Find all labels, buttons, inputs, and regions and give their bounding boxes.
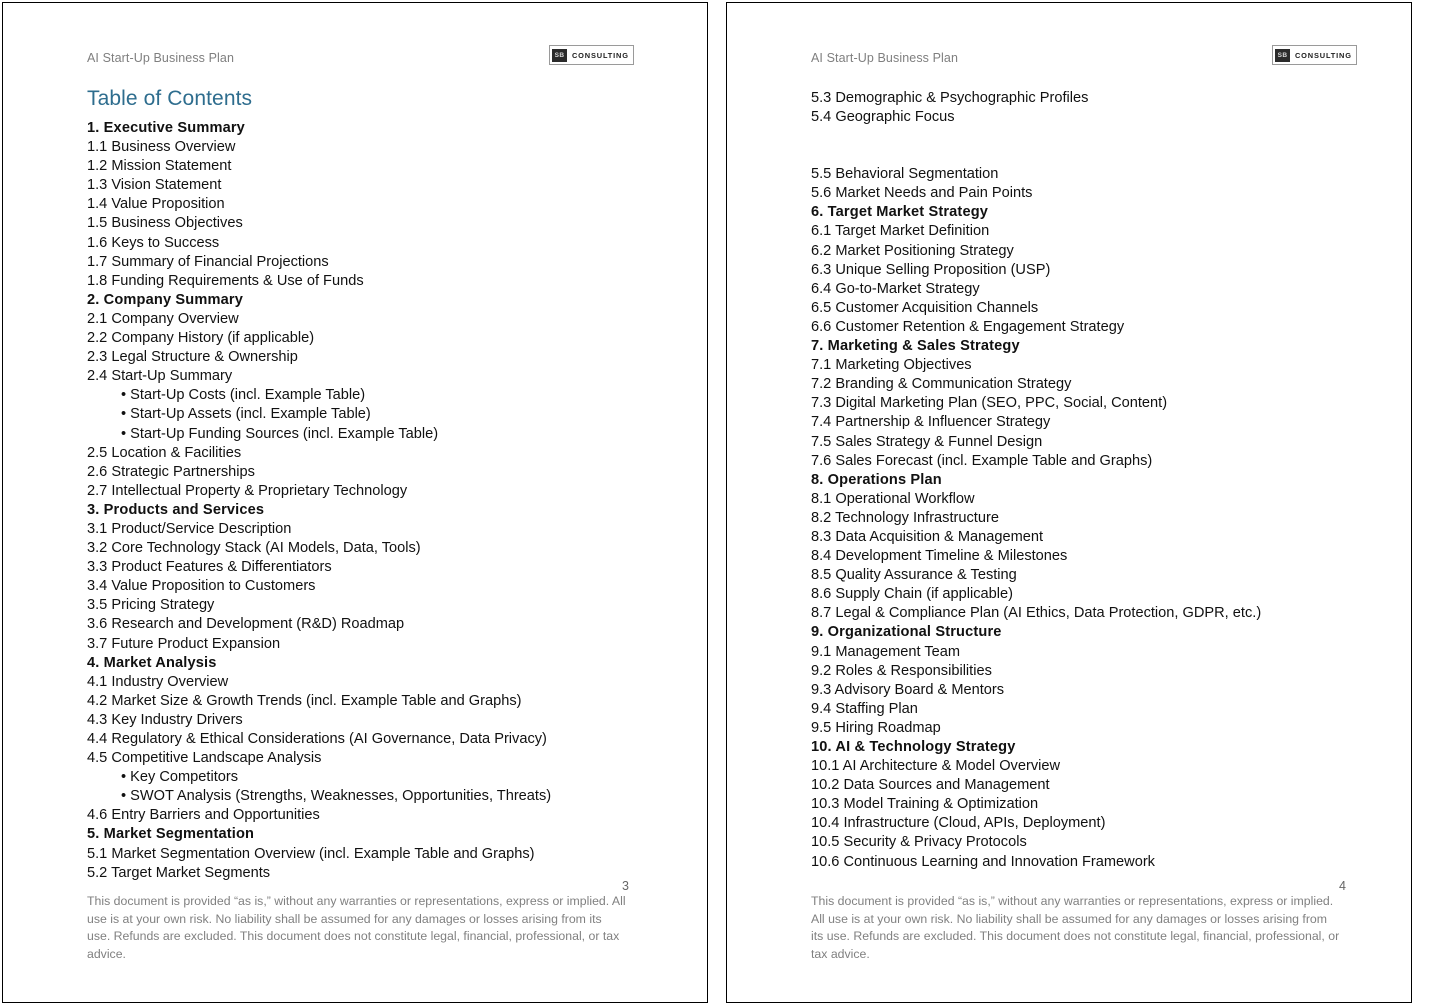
toc-entry[interactable]: 2.2 Company History (if applicable) [87, 330, 315, 347]
logo-wordmark: CONSULTING [572, 50, 629, 60]
logo-mark-icon: SB [1275, 49, 1290, 62]
toc-entry[interactable]: 8.6 Supply Chain (if applicable) [811, 586, 1013, 603]
toc-entry[interactable]: 10.2 Data Sources and Management [811, 777, 1050, 794]
toc-entry[interactable]: 4.3 Key Industry Drivers [87, 711, 243, 728]
toc-entry[interactable]: 8. Operations Plan [811, 471, 942, 488]
toc-entry[interactable]: 5.1 Market Segmentation Overview (incl. Example Table and Graphs) [87, 845, 535, 862]
toc-entry[interactable]: 4.2 Market Size & Growth Trends (incl. Example Table and Graphs) [87, 692, 522, 709]
toc-entry[interactable]: 1.3 Vision Statement [87, 177, 222, 194]
toc-entry[interactable]: • Start-Up Funding Sources (incl. Example Table) [121, 425, 439, 442]
toc-entry[interactable]: 4.5 Competitive Landscape Analysis [87, 750, 322, 767]
toc-entry[interactable]: 3.2 Core Technology Stack (AI Models, Data, Tools) [87, 540, 421, 557]
toc-entry[interactable]: 5.4 Geographic Focus [811, 109, 955, 126]
toc-entry[interactable]: 10.5 Security & Privacy Protocols [811, 834, 1027, 851]
toc-entry[interactable]: 9.1 Management Team [811, 643, 961, 660]
toc-entry[interactable]: 2.4 Start-Up Summary [87, 368, 233, 385]
toc-entry[interactable]: 5.6 Market Needs and Pain Points [811, 185, 1033, 202]
toc-entry[interactable]: 10.6 Continuous Learning and Innovation Framework [811, 853, 1155, 870]
toc-entry[interactable]: 8.4 Development Timeline & Milestones [811, 548, 1068, 565]
toc-entry[interactable]: 1. Executive Summary [87, 120, 245, 136]
toc-entry[interactable]: 5.3 Demographic & Psychographic Profiles [811, 90, 1089, 106]
toc-entry[interactable]: 7.1 Marketing Objectives [811, 357, 972, 374]
toc-entry[interactable]: • Start-Up Assets (incl. Example Table) [121, 406, 371, 423]
toc-entry[interactable]: 6.2 Market Positioning Strategy [811, 242, 1014, 259]
toc-entry[interactable]: 10.4 Infrastructure (Cloud, APIs, Deployment) [811, 815, 1106, 832]
toc-entry[interactable]: 6. Target Market Strategy [811, 204, 989, 221]
toc-entry[interactable]: 9.5 Hiring Roadmap [811, 719, 941, 736]
toc-entry[interactable]: 4.4 Regulatory & Ethical Considerations (AI Governance, Data Privacy) [87, 731, 547, 747]
page-4 [726, 2, 1412, 1003]
toc-entry[interactable]: 5. Market Segmentation [87, 826, 255, 843]
toc-entry[interactable]: 3.3 Product Features & Differentiators [87, 559, 332, 576]
running-header [3, 51, 707, 75]
toc-entry[interactable]: 7. Marketing & Sales Strategy [811, 338, 1020, 355]
toc-entry[interactable]: • Key Competitors [121, 769, 239, 786]
page-number: 4 [1339, 879, 1346, 893]
page-title: Table of Contents [87, 87, 253, 110]
toc-entry[interactable]: 8.5 Quality Assurance & Testing [811, 567, 1017, 584]
toc-entry[interactable]: 2. Company Summary [87, 291, 243, 308]
toc-entry[interactable]: 7.5 Sales Strategy & Funnel Design [811, 433, 1043, 450]
header-title: AI Start-Up Business Plan [811, 51, 959, 65]
toc-entry[interactable]: 3.7 Future Product Expansion [87, 635, 281, 652]
disclaimer-text: This document is provided “as is,” without any warranties or representations, express or implied. All use is at your own risk. No liability shall be assumed for any damages or losses arising from its use. Refunds are excluded. This document does not constitute legal, financial, professional, or tax advice. [811, 894, 1340, 961]
toc-entry[interactable]: 8.1 Operational Workflow [811, 490, 975, 507]
toc-entry[interactable]: 5.5 Behavioral Segmentation [811, 166, 999, 183]
toc-entry[interactable]: 7.6 Sales Forecast (incl. Example Table and Graphs) [811, 452, 1153, 469]
toc-entry[interactable]: 10.1 AI Architecture & Model Overview [811, 758, 1061, 775]
toc-entry[interactable]: 10.3 Model Training & Optimization [811, 796, 1039, 813]
page-footer [811, 893, 1341, 963]
toc-entry[interactable]: 7.3 Digital Marketing Plan (SEO, PPC, Social, Content) [811, 395, 1168, 412]
toc-list-page-3 [87, 119, 687, 883]
toc-entry[interactable]: 3.4 Value Proposition to Customers [87, 578, 316, 595]
toc-entry[interactable]: 8.2 Technology Infrastructure [811, 509, 999, 526]
header-title: AI Start-Up Business Plan [87, 51, 235, 65]
toc-entry[interactable]: 2.5 Location & Facilities [87, 444, 242, 461]
toc-entry[interactable]: 5.2 Target Market Segments [87, 864, 271, 881]
toc-entry[interactable]: 2.6 Strategic Partnerships [87, 463, 255, 480]
toc-entry[interactable]: 1.6 Keys to Success [87, 234, 220, 251]
sb-consulting-logo [1272, 45, 1357, 65]
toc-list-page-4 [811, 89, 1391, 872]
page-number: 3 [622, 879, 629, 893]
toc-entry[interactable]: 3.1 Product/Service Description [87, 520, 292, 537]
toc-entry[interactable]: 3. Products and Services [87, 501, 265, 518]
toc-entry[interactable]: 7.2 Branding & Communication Strategy [811, 376, 1072, 393]
toc-entry[interactable]: 8.7 Legal & Compliance Plan (AI Ethics, Data Protection, GDPR, etc.) [811, 605, 1262, 622]
toc-entry[interactable]: 9.4 Staffing Plan [811, 700, 918, 717]
toc-entry[interactable]: 8.3 Data Acquisition & Management [811, 528, 1044, 545]
toc-entry[interactable]: 6.1 Target Market Definition [811, 223, 990, 240]
toc-entry[interactable]: 6.4 Go-to-Market Strategy [811, 280, 980, 297]
toc-entry[interactable]: 1.1 Business Overview [87, 139, 236, 156]
toc-entry[interactable]: 3.6 Research and Development (R&D) Roadmap [87, 616, 405, 633]
page-3 [2, 2, 708, 1003]
toc-entry[interactable]: 4.1 Industry Overview [87, 673, 229, 690]
toc-entry[interactable]: 2.1 Company Overview [87, 310, 239, 327]
toc-entry[interactable]: 9.2 Roles & Responsibilities [811, 662, 992, 679]
toc-entry[interactable]: • Start-Up Costs (incl. Example Table) [121, 387, 366, 404]
sb-consulting-logo [549, 45, 634, 65]
toc-entry[interactable]: 1.7 Summary of Financial Projections [87, 253, 329, 270]
toc-entry[interactable]: 1.2 Mission Statement [87, 158, 232, 175]
toc-entry[interactable]: 6.6 Customer Retention & Engagement Strategy [811, 318, 1125, 335]
toc-entry[interactable]: 9.3 Advisory Board & Mentors [811, 681, 1005, 698]
toc-entry[interactable]: 6.3 Unique Selling Proposition (USP) [811, 261, 1051, 278]
toc-entry[interactable]: 1.8 Funding Requirements & Use of Funds [87, 272, 364, 289]
page-footer [87, 893, 627, 963]
toc-entry[interactable]: 1.5 Business Objectives [87, 215, 243, 232]
toc-entry[interactable]: 7.4 Partnership & Influencer Strategy [811, 414, 1051, 431]
toc-entry[interactable]: 1.4 Value Proposition [87, 196, 225, 213]
toc-entry[interactable]: 4. Market Analysis [87, 654, 217, 671]
toc-entry[interactable]: 6.5 Customer Acquisition Channels [811, 299, 1039, 316]
toc-entry[interactable]: 3.5 Pricing Strategy [87, 597, 215, 614]
toc-entry[interactable]: • SWOT Analysis (Strengths, Weaknesses, Opportunities, Threats) [121, 788, 552, 805]
toc-entry[interactable]: 4.6 Entry Barriers and Opportunities [87, 807, 320, 824]
toc-entry[interactable]: 2.3 Legal Structure & Ownership [87, 349, 298, 366]
logo-mark-icon: SB [552, 49, 567, 62]
toc-entry[interactable]: 9. Organizational Structure [811, 624, 1002, 641]
toc-entry[interactable]: 10. AI & Technology Strategy [811, 739, 1016, 755]
disclaimer-text: This document is provided “as is,” without any warranties or representations, express or implied. All use is at your own risk. No liability shall be assumed for any damages or losses arising from its use. Refunds are excluded. This document does not constitute legal, financial, professional, or tax advice. [87, 894, 626, 961]
logo-wordmark: CONSULTING [1295, 50, 1352, 60]
running-header [727, 51, 1411, 75]
toc-entry[interactable]: 2.7 Intellectual Property & Proprietary Technology [87, 482, 408, 499]
